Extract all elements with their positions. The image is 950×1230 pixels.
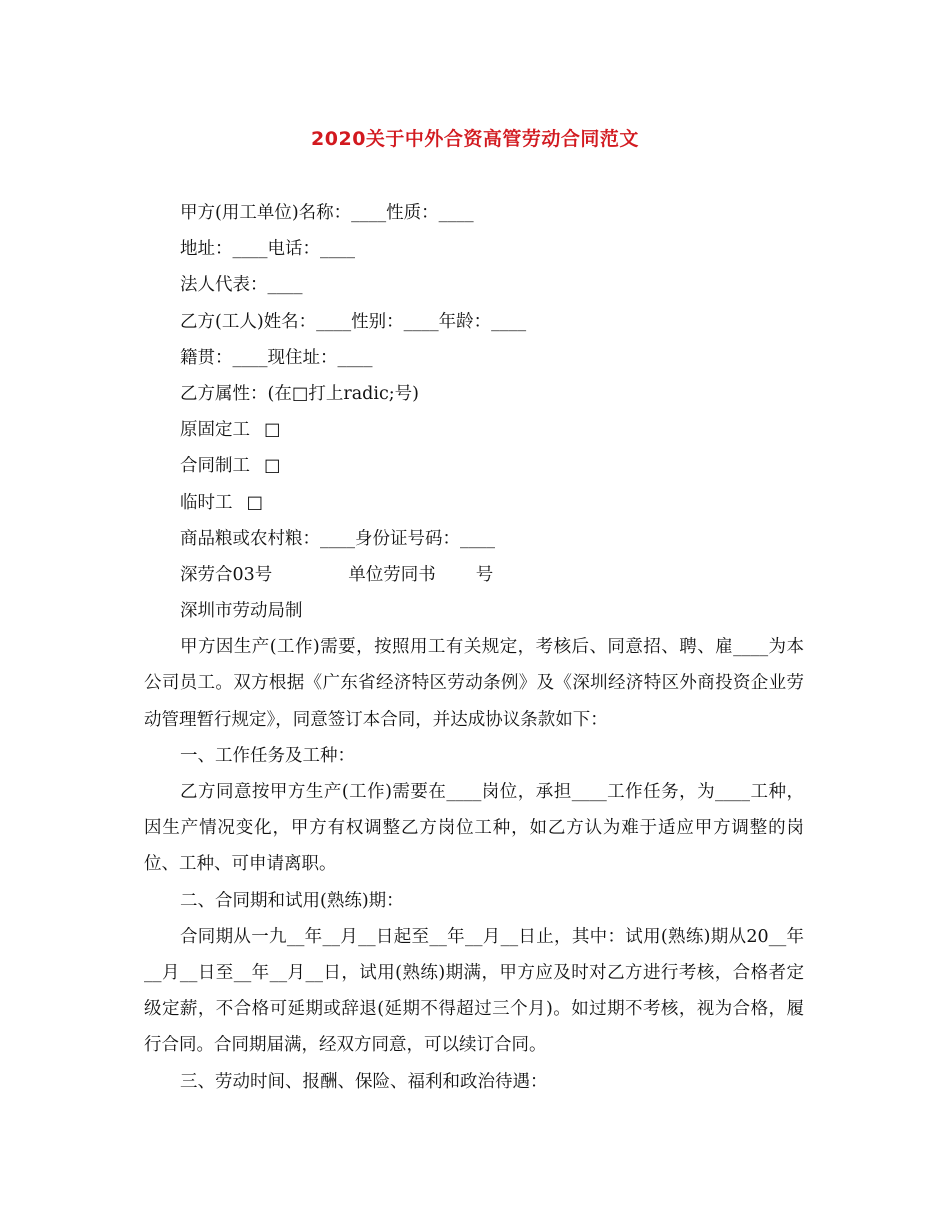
- section-1-paragraph: 乙方同意按甲方生产(工作)需要在____岗位，承担____工作任务，为____工种，因生产情况变化，甲方有权调整乙方岗位工种，如乙方认为难于适应甲方调整的岗位、工种、可申请离职。: [144, 782, 804, 875]
- issuer-line: 深圳市劳动局制: [180, 601, 303, 622]
- option-temporary-checkbox: □: [246, 492, 264, 513]
- party-b-name-line: 乙方(工人)姓名：____性别：____年龄：____: [180, 311, 527, 332]
- ref-suffix: 号: [475, 564, 494, 585]
- ref-unit: 单位劳同书: [348, 564, 436, 585]
- option-contract-label: 合同制工: [180, 456, 250, 477]
- intro-paragraph: 甲方因生产(工作)需要，按照用工有关规定，考核后、同意招、聘、雇____为本公司员工。双方根据《广东省经济特区劳动条例》及《深圳经济特区外商投资企业劳动管理暂行规定》，同意签订本合同，并达成协议条款如下：: [144, 637, 804, 730]
- document-body: [144, 195, 804, 1100]
- reference-number-line: [144, 557, 804, 593]
- section-1-heading: 一、工作任务及工种：: [180, 745, 355, 766]
- option-contract-checkbox: □: [264, 456, 281, 477]
- document-title: 2020关于中外合资高管劳动合同范文: [311, 128, 639, 150]
- option-temporary-worker: [144, 485, 804, 521]
- party-b-attr-line: 乙方属性：(在□打上radic;号): [180, 383, 419, 404]
- option-permanent-label: 原固定工: [180, 420, 250, 441]
- address-line: 地址：____电话：____: [180, 239, 355, 260]
- party-a-name-line: 甲方(用工单位)名称：____性质：____: [180, 203, 474, 223]
- legal-rep-line: 法人代表：____: [180, 275, 303, 296]
- section-2-paragraph: 合同期从一九__年__月__日起至__年__月__日止，其中：试用(熟练)期从20__年__月__日至__年__月__日，试用(熟练)期满，甲方应及时对乙方进行考核，合格者定级定薪，不合格可延期或辞退(延期不得超过三个月)。如过期不考核，视为合格，履行合同。合同期届满，经双方同意，可以续订合同。: [144, 926, 804, 1056]
- option-temporary-label: 临时工: [180, 492, 233, 513]
- ref-code: 深劳合03号: [180, 564, 273, 585]
- option-contract-worker: [144, 448, 804, 484]
- section-2-heading: 二、合同期和试用(熟练)期：: [180, 890, 404, 911]
- grain-id-line: 商品粮或农村粮：____身份证号码：____: [180, 528, 495, 549]
- option-permanent-worker: [144, 412, 804, 448]
- option-permanent-checkbox: □: [264, 420, 281, 441]
- section-3-heading: 三、劳动时间、报酬、保险、福利和政治待遇：: [180, 1071, 548, 1092]
- native-place-line: 籍贯：____现住址：____: [180, 347, 373, 368]
